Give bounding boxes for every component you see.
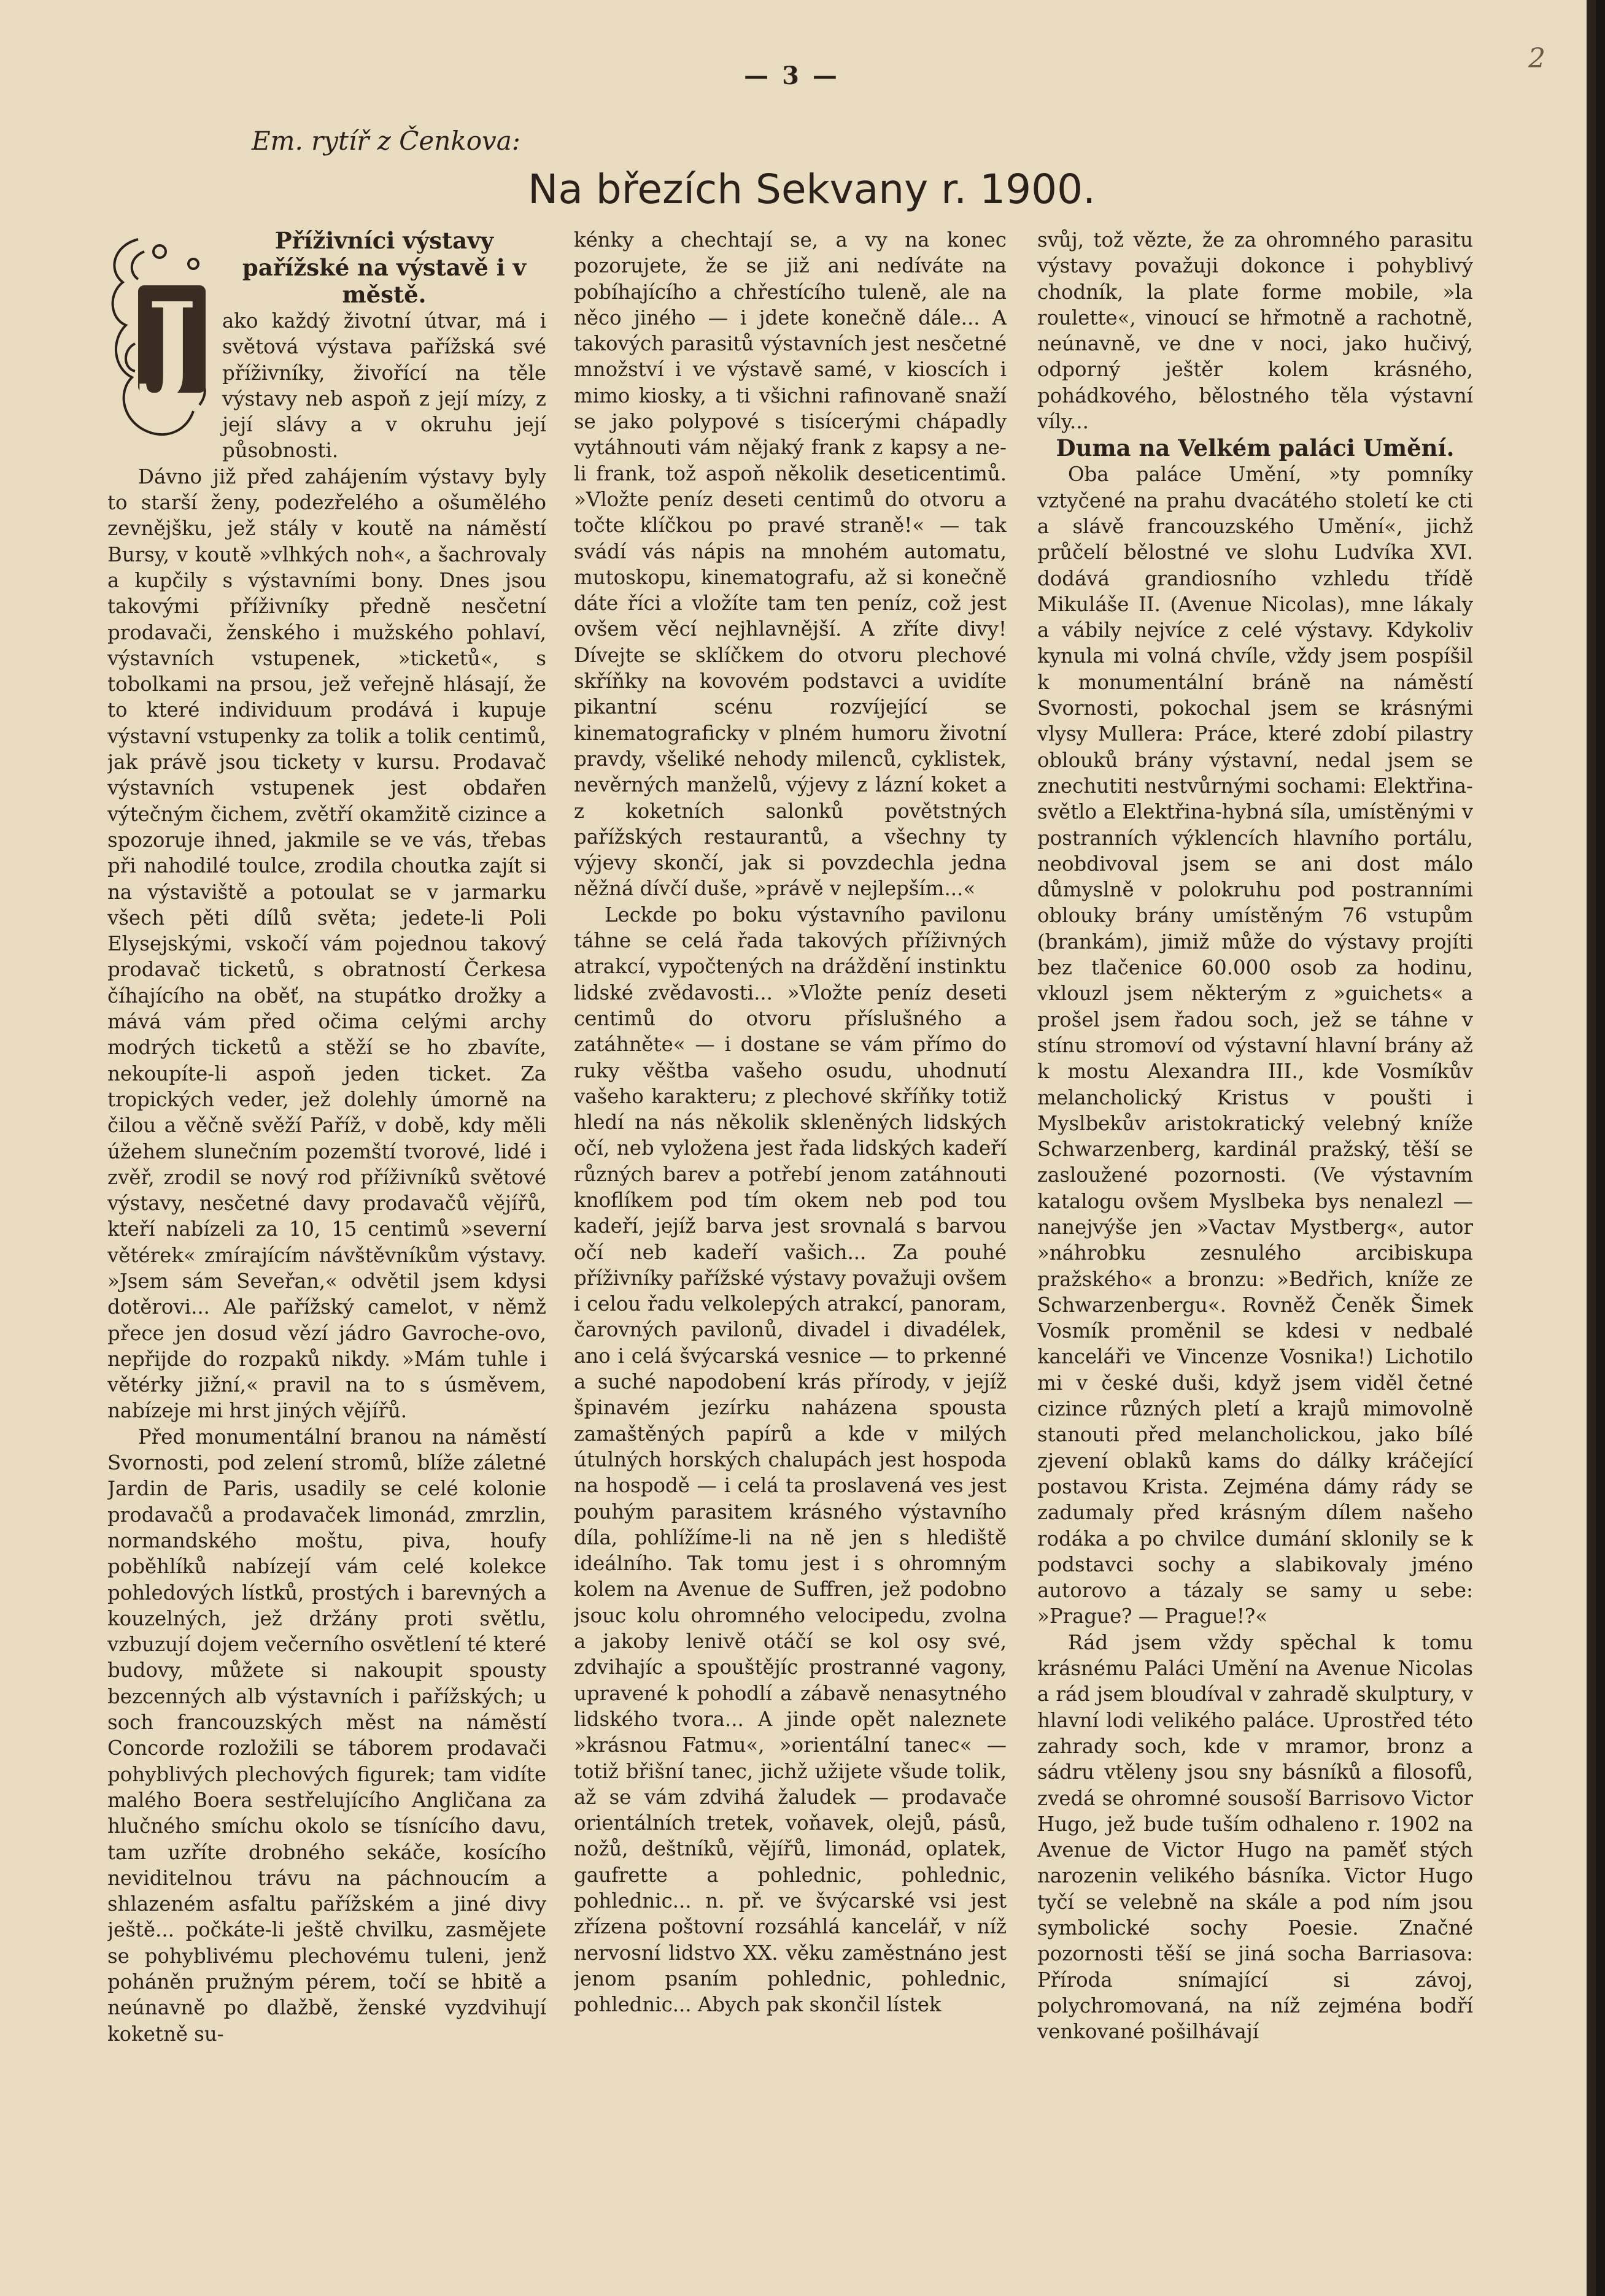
paragraph: Oba paláce Umění, »ty pomníky vztyčené na prahu dvacátého století ke cti a slávě francouzského Umění«, jichž průčelí bělostné ve slohu Ludvíka XVI. dodává grandiosního vzhledu třídě Mikuláše II. (Avenue Nicolas), mne lákaly a vábily nejvíce z celé výstavy. Kdykoliv kynula mi volná chvíle, vždy jsem pospíšil k monumentální bráně na náměstí Svornosti, pokochal jsem se krásnými vlysy Mullera: Práce, které zdobí pilastry oblouků brány výstavní, nedal jsem se znechutiti nestvůrnými sochami: Elektřina-světlo a Elektřina-hybná síla, umístěnými v postranních výklencích hlavního portálu, neobdivoval jsem se ani dost málo důmyslně v polokruhu pod postranními oblouky brány umístěným 76 vstupům (brankám), jimiž může do výstavy projíti bez tlačenice 60.000 osob za hodinu, vklouzl jsem některým z »guichets« a prošel jsem řadou soch, jež se táhne v stínu stromoví od výstavní hlavní brány až k mostu Alexandra III., kde Vosmíkův melancholický Kristus v poušti i Myslbekův aristokratický velebný kníže Schwarzenberg, kardinál pražský, těší se zasloužené pozornosti. (Ve výstavním katalogu ovšem Myslbeka bys nenalezl — nanejvýše jen »Vactav Mystberg«, autor »náhrobku zesnulého arcibiskupa pražského« a bronzu: »Bedřich, kníže ze Schwarzenbergu«. Rovněž Čeněk Šimek Vosmík proměnil se kdesi v nedbalé kanceláři ve Vincenze Vosnika!) Lichotilo mi v české duši, když jsem viděl četné cizince různých pletí a krajů mimovolně stanouti před melancholickou, jako bílé zjevení oblaků kams do dálky kráčející postavou Krista. Zejména dámy rády se zadumaly před krásným dílem našeho rodáka a po chvilce dumání sklonily se k podstavci sochy a slabikovaly jméno autorovo a tázaly se samy u sebe: »Prague? — Prague!?«	[1037, 463, 1473, 1628]
paragraph: svůj, tož vězte, že za ohromného parasitu výstavy považuji dokonce i pohyblivý chodník, la plate forme mobile, »la roulette«, vinoucí se hřmotně a rachotně, neúnavně, ve dne v noci, jako hučivý, odporný ještěr kolem krásného, pohádkového, bělostného těla výstavní víly...	[1037, 228, 1473, 434]
scan-edge	[1587, 0, 1596, 2296]
section-heading: Duma na Velkém paláci Umění.	[1056, 434, 1455, 462]
paragraph: Před monumentální branou na náměstí Svornosti, pod zelení stromů, blíže záletné Jardin de Paris, usadily se celé kolonie prodavačů a prodavaček limonád, zmrzlin, normandského moštu, piva, houfy poběhlíků nabízejí vám celé kolekce pohledových lístků, prostých i barevných a kouzelných, jež držány proti světlu, vzbuzují dojem večerního osvětlení té které budovy, můžete si nakoupit spousty bezcenných alb výstavních i pařížských; u soch francouzských měst na náměstí Concorde rozložili se táborem prodavači pohyblivých plechových figurek; tam vidíte malého Boera sestřelujícího Angličana za hlučného smíchu okolo se tísnícího davu, tam uzříte drobného sekáče, kosícího neviditelnou trávu na páchnoucím a shlazeném asfaltu pařížském a jiné divy ještě... počkáte-li ještě chvilku, zasmějete se pohyblivému plechovému tuleni, jenž poháněn pružným pérem, točí se hbitě a neúnavně po dlažbě, ženské vyzdvihují koketně su-	[107, 1425, 546, 2046]
paragraph: Leckde po boku výstavního pavilonu táhne se celá řada takových příživných atrakcí, vypočtených na dráždění instinktu lidské zvědavosti... »Vložte peníz deseti centimů do otvoru příslušného a zatáhněte« — i dostane se vám přímo do ruky věštba vašeho osudu, uhodnutí vašeho karakteru; z plechové skříňky totiž hledí na nás několik skleněných lidských očí, neb vyložena jest řada lidských kadeří různých barev a potřebí jenom zatáhnouti knoflíkem pod tím okem neb pod tou kadeří, jejíž barva jest srovnalá s barvou očí neb kadeří vašich... Za pouhé příživníky pařížské výstavy považuji ovšem i celou řadu velkolepých atrakcí, panoram, čarovných pavilonů, divadel i divadélek, ano i celá švýcarská vesnice — to prkenné a suché napodobení krás přírody, v jejíž špinavém jezírku naházena spousta zamaštěných papírů a kde v milých útulných horských chalupách jest hospoda na hospodě — i celá ta proslavená ves jest pouhým parasitem krásného výstavního díla, pohlížíme-li na ně jen s hlediště ideálního. Tak tomu jest i s ohromným kolem na Avenue de Suffren, jež podobno jsouc kolu ohromného velocipedu, zvolna a jakoby lenivě otáčí se kol osy své, zdvihajíc a spouštějíc prostranné vagony, upravené k pohodlí a zábavě nenasytného lidského tvora... A jinde opět naleznete »krásnou Fatmu«, »orientální tanec« — totiž břišní tanec, jichž užijete všude tolik, až se vám zdvihá žaludek — prodavače orientálních tretek, voňavek, olejů, pásů, nožů, deštníků, vějířů, limonád, oplatek, gaufrette a pohlednic, pohlednic, pohlednic... n. př. ve švýcarské vsi jest zřízena poštovní rozsáhlá kancelář, v níž nervosní lidstvo XX. věku zaměstnáno jest jenom psaním pohlednic, pohlednic, pohlednic... Abych pak skončil lístek	[574, 903, 1007, 2017]
page-number: — 3 —	[744, 61, 840, 90]
article-title: Na březích Sekvany r. 1900.	[528, 166, 1096, 213]
author-byline: Em. rytíř z Čenkova:	[252, 126, 520, 156]
paragraph: Rád jsem vždy spěchal k tomu krásnému Paláci Umění na Avenue Nicolas a rád jsem bloudíval v zahradě skulptury, v hlavní lodi velikého paláce. Uprostřed této zahrady soch, kde v mramor, bronz a sádru vtěleny jsou sny básníků a filosofů, zvedá se ohromné sousoší Barrisovo Victor Hugo, jež bude tuším odhaleno r. 1902 na Avenue de Victor Hugo na paměť stých narozenin velikého básníka. Victor Hugo tyčí se velebně na skále a pod ním jsou symbolické sochy Poesie. Značné pozornosti těší se jiná socha Barriasova: Příroda snímající si závoj, polychromovaná, na níž zejména bodří venkované pošilhávají	[1037, 1630, 1473, 2044]
text-column-3	[1037, 227, 1473, 2270]
dropcap-letter: J	[147, 280, 197, 403]
ornamental-initial-j-icon	[107, 227, 215, 448]
text-column-2	[574, 227, 1007, 2270]
ornamental-dropcap	[107, 227, 215, 448]
paragraph: ako každý životní útvar, má i světová výstava pařížská své příživníky, živořící na těle výstavy neb aspoň z její mízy, z její slávy a v okruhu její působnosti.	[222, 309, 546, 463]
paragraph: Dávno již před zahájením výstavy byly to starší ženy, podezřelého a ošumělého zevnějšku, jež stály v koutě na náměstí Bursy, v koutě »vlhkých noh«, a šachrovaly a kupčily s výstavními bony. Dnes jsou takovými příživníky předně nesčetní prodavači, ženského i mužského pohlaví, výstavních vstupenek, »ticketů«, s tobolkami na prsou, jež veřejně hlásají, že to které individuum prodává i kupuje výstavní vstupenky za tolik a tolik centimů, jak právě jsou tickety v kursu. Prodavač výstavních vstupenek jest obdařen výtečným čichem, zvětří okamžitě cizince a spozoruje ihned, jakmile se ve vás, třebas při nahodilé toulce, zrodila choutka zajít si na výstaviště a potoulat se v jarmarku všech pěti dílů světa; jedete-li Poli Elysejskými, vskočí vám pojednou takový prodavač ticketů, s obratností Čerkesa číhajícího na oběť, na stupátko drožky a mává vám před očima celými archy modrých ticketů a stěží se ho zbavíte, nekoupíte-li aspoň jeden ticket. Za tropických veder, jež dolehly úmorně na čilou a věčně svěží Paříž, v době, kdy měli úžehem slunečním pozemští tvorové, lidé i zvěř, zrodil se nový rod příživníků světové výstavy, nesčetné davy prodavačů vějířů, kteří nabízeli za 10, 15 centimů »severní větérek« zmírajícím návštěvníkům výstavy. »Jsem sám Seveřan,« odvětil jsem kdysi dotěrovi... Ale pařížský camelot, v němž přece jen dosud vězí jádro Gavroche-ovo, nepřijde do rozpaků nikdy. »Mám tuhle i větérky jižní,« pravil na to s úsměvem, nabízeje mi hrst jiných vějířů.	[107, 464, 546, 1423]
handwritten-page-mark: 2	[1528, 43, 1545, 74]
text-column-1	[107, 227, 546, 2270]
section-heading: Příživníci výstavy pařížské na výstavě i v městě.	[242, 227, 527, 308]
paragraph: kénky a chechtají se, a vy na konec pozorujete, že se již ani nedíváte na pobíhajícího a chřestícího tuleně, ale na něco jiného — i jdete konečně dále... A takových parasitů výstavních jest nesčetné množství i ve výstavě samé, v kioscích i mimo kiosky, a ti všichni rafinovaně snaží se jako polypové s tisícerými chápadly vytáhnouti vám nějaký frank z kapsy a ne-li frank, tož aspoň několik deseticentimů. »Vložte peníz deseti centimů do otvoru a točte klíčkou po pravé straně!« — tak svádí vás nápis na mnohém automatu, mutoskopu, kinematografu, až si konečně dáte říci a vložíte tam ten peníz, což jest ovšem věcí nejhlavnější. A zříte divy! Dívejte se sklíčkem do otvoru plechové skříňky na kovovém podstavci a uvidíte pikantní scénu rozvíjející se kinematograficky v plném humoru životní pravdy, všeliké nehody milenců, cyklistek, nevěrných manželů, výjevy z lázní koket a z koketních salonků povětstných pařížských restaurantů, a všechny ty výjevy skončí, jak si povzdechla jedna něžná dívčí duše, »právě v nejlepším...«	[574, 228, 1007, 901]
